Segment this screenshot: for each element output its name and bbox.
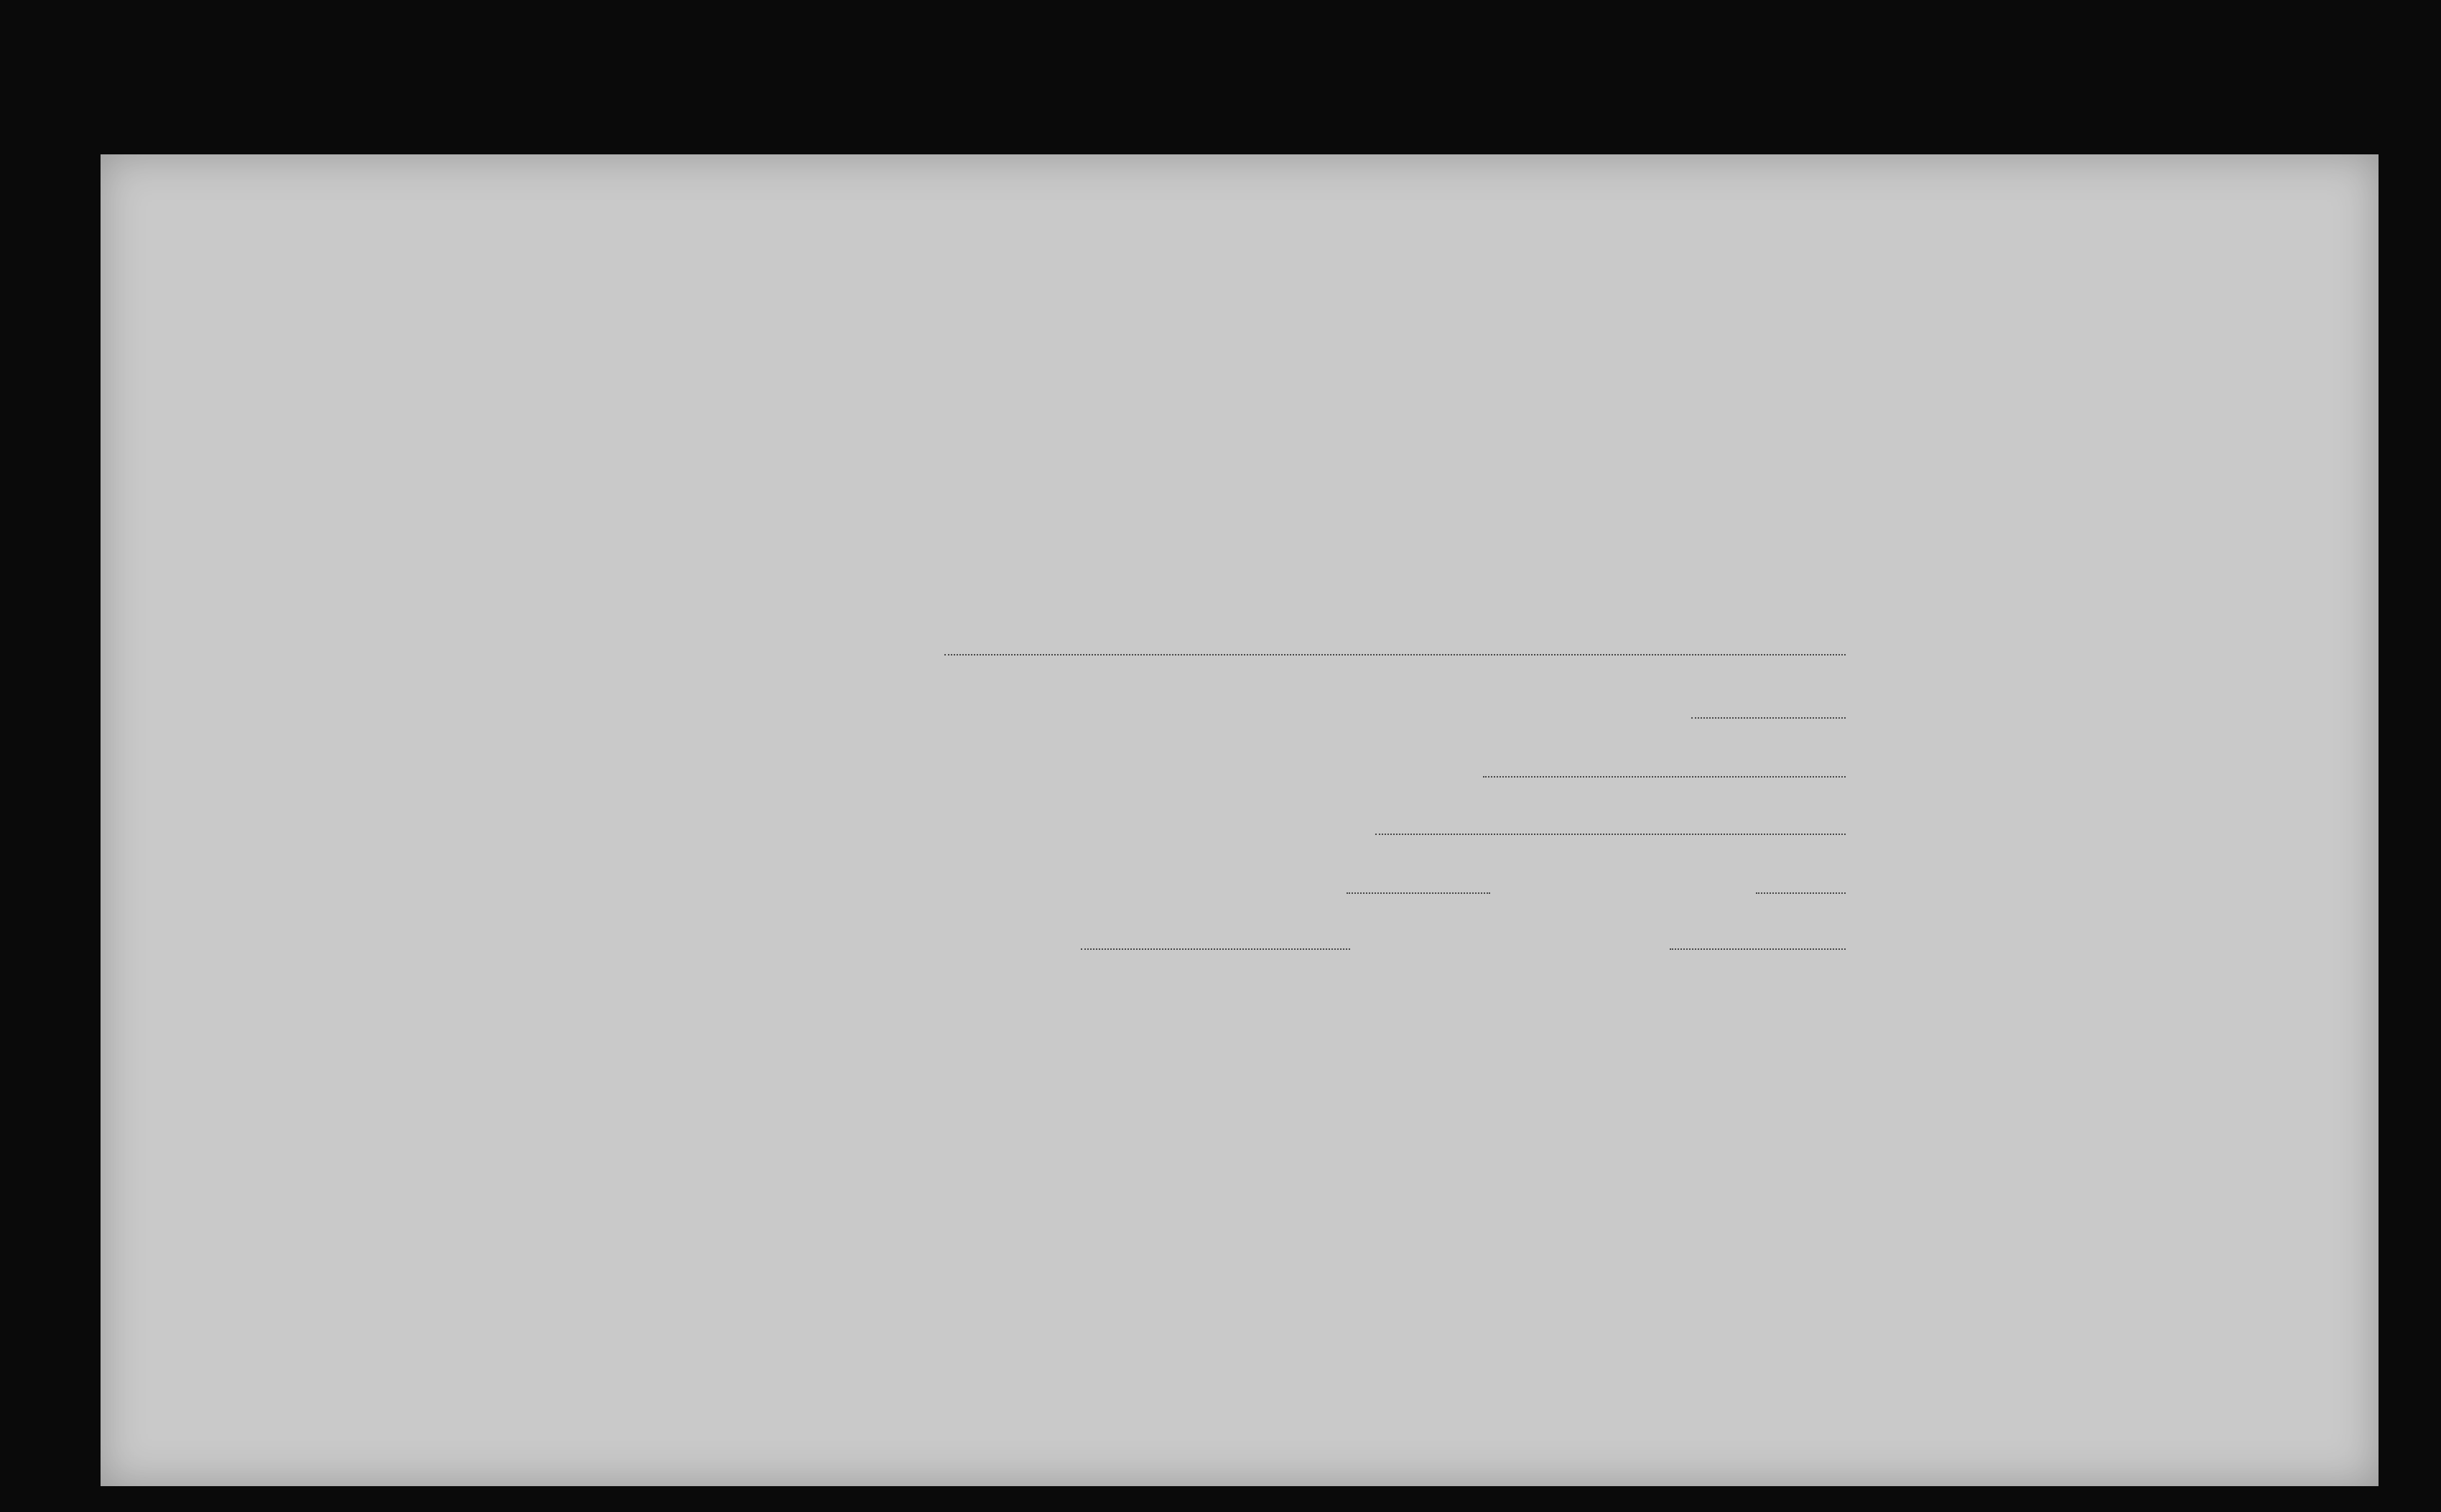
private-farm-form (736, 505, 1946, 1101)
answer-line (1670, 948, 1846, 950)
answer-line (1691, 717, 1846, 719)
answer-line (1375, 834, 1846, 835)
census-card-sheet (101, 154, 2379, 1486)
owner-answer-line (944, 654, 1846, 655)
answer-line (1756, 892, 1846, 894)
answer-line (1081, 948, 1350, 950)
answer-line (1347, 892, 1490, 894)
answer-line (1483, 776, 1846, 778)
